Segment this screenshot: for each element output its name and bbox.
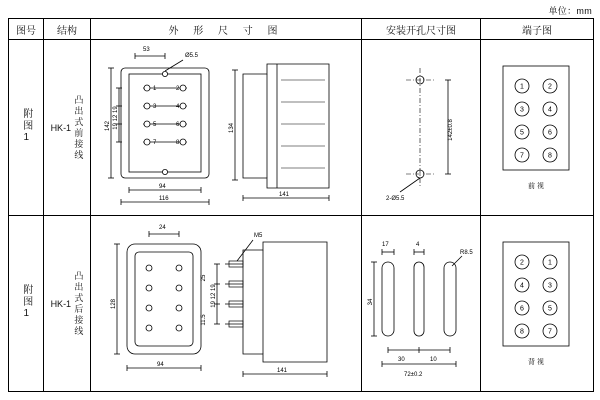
terminal-6a: 6 <box>520 305 524 313</box>
table-body <box>9 40 594 392</box>
dim-4: 4 <box>416 242 420 248</box>
terminal-6: 6 <box>548 129 552 137</box>
mounting-drawing-1 <box>362 40 480 215</box>
dim-19-12-19-2: 19 12 19 <box>211 284 217 308</box>
structure-model-1: HK-1 <box>50 122 72 133</box>
terminal-4a: 4 <box>520 282 524 290</box>
terminal-drawing-2 <box>481 216 593 391</box>
pin-3: 3 <box>153 104 157 110</box>
header-structure: 结构 <box>44 19 91 40</box>
outline-drawing-1 <box>91 40 361 215</box>
dim-116: 116 <box>159 196 169 202</box>
structure-text-1: 凸出式前接线 <box>73 94 84 161</box>
dim-141: 141 <box>279 192 290 198</box>
dim-phi5-5: Ø5.5 <box>185 53 199 59</box>
table-row <box>9 216 594 392</box>
terminal-5a: 5 <box>548 305 552 313</box>
dim-17: 17 <box>382 242 389 248</box>
cell-mounting-1 <box>362 40 481 216</box>
header-mounting: 安装开孔尺寸图 <box>362 19 481 40</box>
unit-note: 单位：mm <box>548 6 592 16</box>
dim-142: 142 <box>105 120 111 132</box>
dim-94-2: 94 <box>157 362 164 368</box>
pin-1: 1 <box>153 86 157 92</box>
dim-R8-5: R8.5 <box>460 250 473 256</box>
structure-text-2: 凸出式后接线 <box>73 270 84 337</box>
dim-128: 128 <box>111 298 117 310</box>
cell-structure-2 <box>44 216 91 392</box>
fig-no-label-2: 附图1 <box>20 283 32 321</box>
cell-fig-no-1 <box>9 40 44 216</box>
terminal-1: 1 <box>520 83 524 91</box>
dim-10: 10 <box>430 357 437 363</box>
pin-2: 2 <box>176 86 180 92</box>
pin-7: 7 <box>153 140 157 146</box>
cell-fig-no-2 <box>9 216 44 392</box>
table-row <box>9 40 594 216</box>
terminal-7: 7 <box>520 152 524 160</box>
terminal-2a: 2 <box>520 259 524 267</box>
terminal-1a: 1 <box>548 259 552 267</box>
terminal-8a: 8 <box>520 328 524 336</box>
dim-142-tol: 142±0.8 <box>448 119 454 141</box>
terminal-2: 2 <box>548 83 552 91</box>
dim-2-phi5-5: 2-Ø5.5 <box>386 196 405 202</box>
dim-24: 24 <box>159 225 166 231</box>
pin-5: 5 <box>153 122 157 128</box>
dimension-table <box>8 18 594 392</box>
cell-terminal-2 <box>481 216 594 392</box>
outline-drawing-2 <box>91 216 361 391</box>
header-terminal: 端子图 <box>481 19 594 40</box>
cell-outline-1 <box>91 40 362 216</box>
terminal-5: 5 <box>520 129 524 137</box>
cell-outline-2 <box>91 216 362 392</box>
terminal-3a: 3 <box>548 282 552 290</box>
header-fig-no: 图号 <box>9 19 44 40</box>
dim-11-5: 11.5 <box>201 314 207 326</box>
header-outline: 外 形 尺 寸 图 <box>91 19 362 40</box>
terminal-caption-2: 背 视 <box>528 359 544 366</box>
structure-model-2: HK-1 <box>50 298 72 309</box>
dim-25: 25 <box>201 274 207 282</box>
terminal-caption-1: 前 视 <box>528 183 544 190</box>
dim-94: 94 <box>159 184 166 190</box>
terminal-4: 4 <box>548 106 552 114</box>
dim-134: 134 <box>229 122 235 134</box>
dim-72-tol: 72±0.2 <box>404 372 423 378</box>
pin-6: 6 <box>176 122 180 128</box>
pin-8: 8 <box>176 140 180 146</box>
terminal-drawing-1 <box>481 40 593 215</box>
table-header-row <box>9 19 594 40</box>
dim-53: 53 <box>143 47 150 53</box>
terminal-3: 3 <box>520 106 524 114</box>
dim-M5: M5 <box>254 233 263 239</box>
dim-19-12-19: 19 12 19 <box>113 106 119 130</box>
cell-mounting-2 <box>362 216 481 392</box>
dim-34: 34 <box>368 298 374 306</box>
dim-30: 30 <box>398 357 405 363</box>
cell-terminal-1 <box>481 40 594 216</box>
cell-structure-1 <box>44 40 91 216</box>
mounting-drawing-2 <box>362 216 480 391</box>
table-header <box>9 19 594 40</box>
terminal-7a: 7 <box>548 328 552 336</box>
terminal-8: 8 <box>548 152 552 160</box>
pin-4: 4 <box>176 104 180 110</box>
fig-no-label-1: 附图1 <box>20 107 32 145</box>
dim-141-2: 141 <box>277 368 288 374</box>
